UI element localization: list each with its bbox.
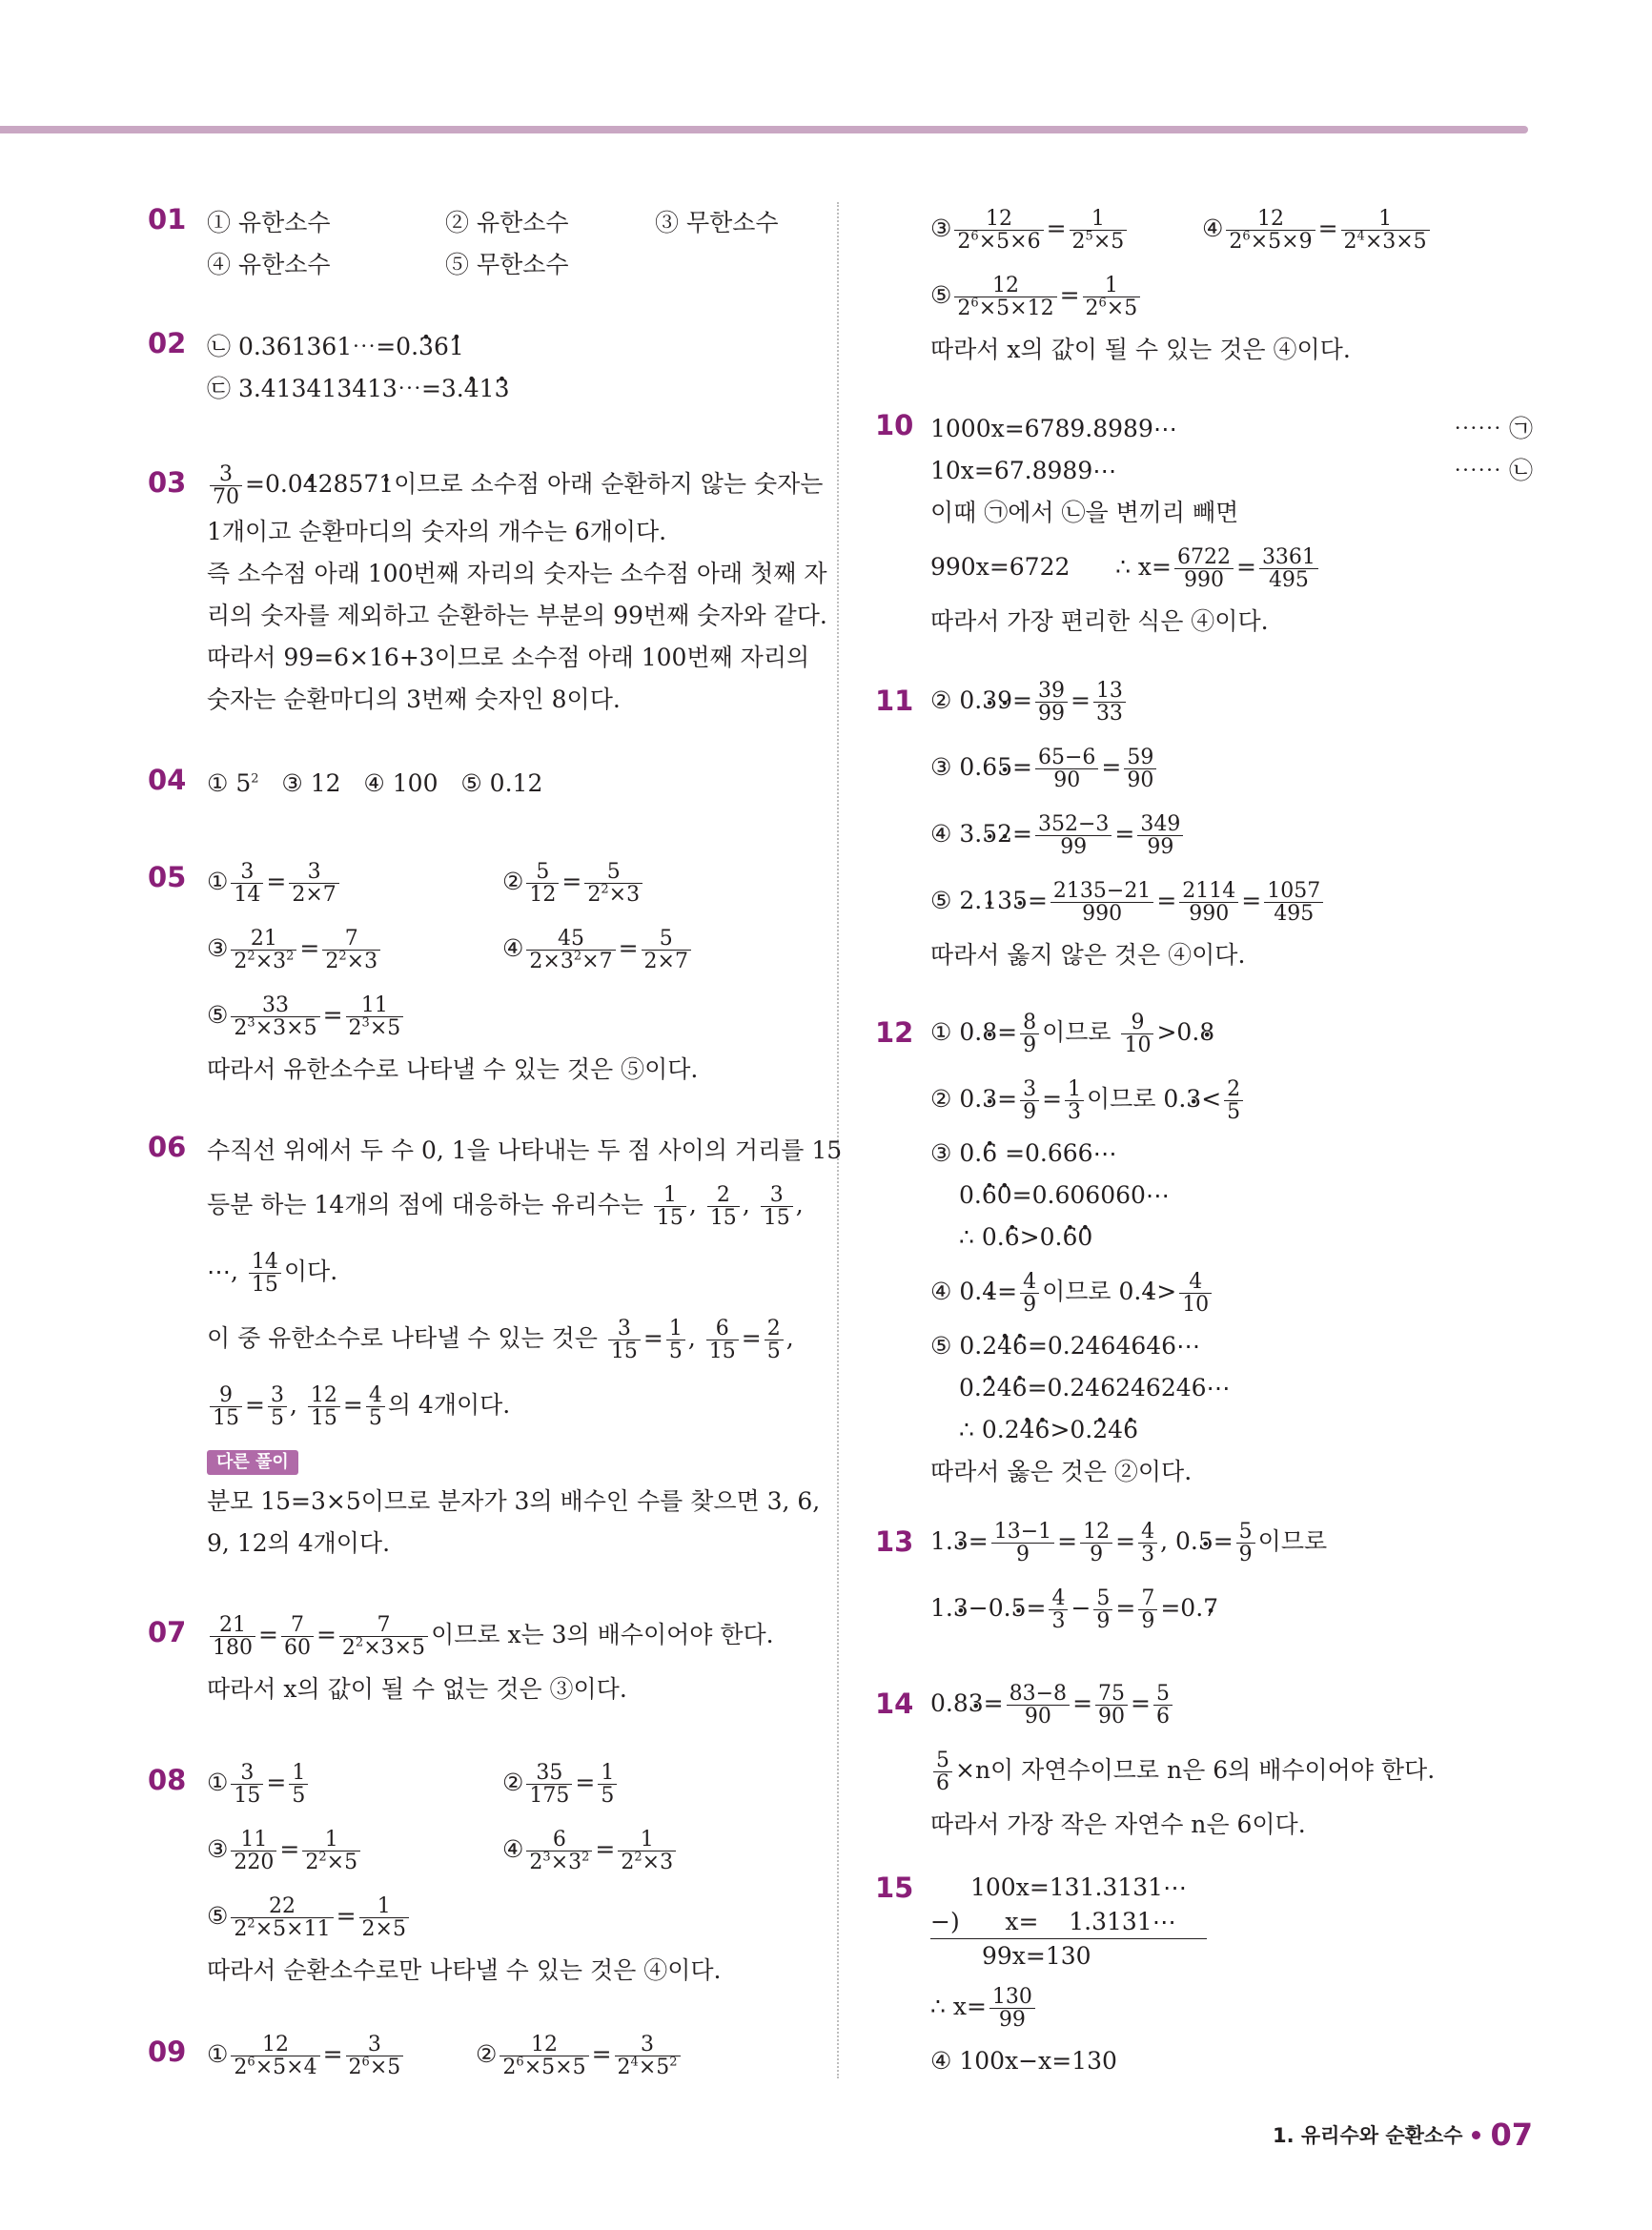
page-footer: [1273, 2117, 1533, 2153]
problem-number: 06: [148, 1131, 187, 1163]
expr-text: ㉡ 0.361361⋯=0.: [207, 333, 419, 360]
fraction: $\frac{3}{70}$: [210, 463, 242, 508]
problem-10: 10 1000x=6789.8989⋯ ⋯⋯ ㉠ 10x=67.8989⋯ ⋯⋯ ㉡ 이때 ㉠에서 ㉡을 변끼리 빼면 990x=6722 ∴ x= $\frac{6722}{990}$ = $\frac{3361}{495}$ 따라서 가장 편리한 식은 ④이다.: [875, 408, 1533, 643]
subtraction-line-2: −) x= 1.3131⋯: [930, 1905, 1533, 1939]
problem-06: 06 수직선 위에서 두 수 0, 1을 나타내는 두 점 사이의 거리를 15 등분 하는 14개의 점에 대응하는 유리수는 $\frac{1}{15}$ , $\frac{2}{15}$ , $\frac{3}{15}$ , ⋯, $\frac{14}{15}$ 이다. 이 중 유한소수로 나타낼 수 있는 것은 $\frac{3}{15}$ = $\frac{1}{5}$ , $\frac{6}{15}$ = $\frac{2}{5}$ , $\frac{9}{15}$ = $\frac{3}{5}$ , $\frac{12}{15}$ = $\frac{4}{5}$ 의 4개이다. 다른 풀이 분모 15=3×5이므로 분자가 3의 배수인 수를 찾으면 3, 6, 9, 12의 4개이다.: [148, 1130, 815, 1565]
digit: 1: [479, 375, 495, 402]
choice-mark: ⑤: [207, 1902, 229, 1930]
conclusion: 따라서 옳은 것은 ②이다.: [930, 1458, 1193, 1485]
problem-08: 08 ① $\frac{3}{15}$ = $\frac{1}{5}$ ② $\frac{35}{175}$ = $\frac{1}{5}$ ③ $\frac{11}{220}$ = $\frac{1}{2^2\times 5}$ ④ $\frac{6}{2^3\times 3^2}$ = $\frac{1}{2^2\times 3}$ ⑤ $\frac{22}{2^2\times 5\times 11}$ = $\frac{1}{2\times 5}$ 따라서 순환소수로만 나타낼 수 있는 것은 ④이다.: [148, 1749, 815, 1992]
problem-number: 05: [148, 861, 187, 893]
choice-mark: ②: [502, 1769, 524, 1796]
problem-11: 11 ② 0.· 3· 9= $\frac{39}{99}$ = $\frac{13}{33}$ ③ 0.6· 5= $\frac{65-6}{90}$ = $\frac{59}{90}$ ④ 3.· 5· 2= $\frac{352-3}{99}$ = $\frac{349}{99}$ ⑤ 2.· 13· 5= $\frac{2135-21}{990}$ = $\frac{2114}{990}$ = $\frac{1057}{495}$ 따라서 옳지 않은 것은 ④이다.: [875, 667, 1533, 976]
choice-mark: ①: [207, 868, 229, 895]
expr-text: ㉢ 3.413413413⋯=3.: [207, 375, 464, 402]
problem-09-continued: ③ $\frac{12}{2^6\times 5\times 6}$ = $\frac{1}{2^5\times 5}$ ④ $\frac{12}{2^6\times 5\times 9}$ = $\frac{1}{2^4\times 3\times 5}$ ⑤ $\frac{12}{2^6\times 5\times 12}$ = $\frac{1}{2^6\times 5}$ 따라서 x의 값이 될 수 있는 것은 ④이다.: [875, 195, 1533, 371]
text-line: 9, 12의 4개이다.: [207, 1529, 391, 1557]
problem-03: [148, 458, 827, 721]
text-line: 분모 15=3×5이므로 분자가 3의 배수인 수를 찾으면 3, 6,: [207, 1487, 821, 1515]
problem-number: 04: [148, 764, 187, 796]
conclusion: 따라서 순환소수로만 나타낼 수 있는 것은 ④이다.: [207, 1956, 722, 1984]
bullet-icon: [1472, 2131, 1480, 2139]
problem-02: [148, 326, 815, 410]
choice-mark: ①: [207, 2040, 229, 2068]
equation-2: 10x=67.8989⋯: [930, 457, 1117, 484]
repeat-digit: · 1: [449, 333, 464, 360]
text: =0.0: [245, 470, 303, 498]
problem-09: 09 ① $\frac{12}{2^6\times 5\times 4}$ = $\frac{3}{2^6\times 5}$ ② $\frac{12}{2^6\times 5\times 5}$ = $\frac{3}{2^4\times 5^2}$: [148, 2021, 815, 2088]
problem-04: [148, 763, 815, 805]
text: 이 중 유한소수로 나타낼 수 있는 것은: [207, 1324, 598, 1352]
answer-3: ④ 100: [363, 769, 438, 797]
alt-solution-badge: 다른 풀이: [207, 1450, 298, 1475]
repeat-digit: · 1: [378, 470, 394, 498]
answer-4: ④ 유한소수: [207, 251, 331, 278]
text: ∴ x=: [1115, 553, 1172, 581]
choice-mark: ③: [930, 215, 952, 242]
problem-07: 07 $\frac{21}{180}$ = $\frac{7}{60}$ = $\frac{7}{2^2\times 3\times 5}$ 이므로 x는 3의 배수이어야 한다. 따라서 x의 값이 될 수 없는 것은 ③이다.: [148, 1602, 815, 1710]
conclusion: 따라서 가장 편리한 식은 ④이다.: [930, 607, 1269, 635]
repeat-digit: · 4: [464, 375, 479, 402]
chapter-title: 1. 유리수와 순환소수: [1272, 2124, 1463, 2147]
problem-number: 08: [148, 1764, 187, 1796]
equation-1: 1000x=6789.8989⋯: [930, 415, 1177, 442]
problem-number: 15: [875, 1872, 914, 1904]
answer-4: ⑤ 0.12: [460, 769, 543, 797]
conclusion: 따라서 가장 작은 자연수 n은 6이다.: [930, 1811, 1306, 1838]
text-line: 수직선 위에서 두 수 0, 1을 나타내는 두 점 사이의 거리를 15: [207, 1136, 843, 1164]
text: ⋯,: [207, 1258, 238, 1285]
text: 990x=6722: [930, 553, 1071, 581]
answer-1: ① 5: [207, 769, 252, 797]
answer-5: ⑤ 무한소수: [445, 251, 569, 278]
repeat-digit: · 4: [303, 470, 318, 498]
problem-number: 12: [875, 1016, 914, 1049]
repeat-digit: · 3: [495, 375, 510, 402]
text: ×n이 자연수이므로 n은 6의 배수이어야 한다.: [955, 1756, 1436, 1784]
answer-2: ③ 12: [281, 769, 341, 797]
conclusion: 따라서 x의 값이 될 수 없는 것은 ③이다.: [207, 1675, 627, 1703]
problem-number: 14: [875, 1688, 914, 1720]
problem-number: 07: [148, 1616, 187, 1648]
problem-05: 05 ① $\frac{3}{14}$ = $\frac{3}{2\times 7}$ ② $\frac{5}{12}$ = $\frac{5}{2^2\times 3}$ ③ $\frac{21}{2^2\times 3^2}$ = $\frac{7}{2^2\times 3}$ ④ $\frac{45}{2\times 3^2\times 7}$ = $\frac{5}{2\times 7}$ ⑤ $\frac{33}{2^3\times 3\times 5}$ = $\frac{11}{2^3\times 5}$ 따라서 유한소수로 나타낼 수 있는 것은 ⑤이다.: [148, 849, 815, 1091]
choice-mark: ③: [207, 1835, 229, 1863]
choice-mark: ②: [476, 2040, 498, 2068]
choice-mark: ③: [207, 934, 229, 962]
text: 2857: [317, 470, 379, 498]
problem-14: 14 0.8· 3= $\frac{83-8}{90}$ = $\frac{75}{90}$ = $\frac{5}{6}$ $\frac{5}{6}$ ×n이 자연수이므로 n은 6의 배수이어야 한다. 따라서 가장 작은 자연수 n은 6이다.: [875, 1670, 1533, 1846]
text: 이므로 소수점 아래 순환하지 않는 숫자는: [394, 470, 824, 498]
page-number: 07: [1490, 2117, 1533, 2153]
problem-number: 03: [148, 466, 187, 499]
choice-mark: ④: [502, 934, 524, 962]
choice-mark: ②: [502, 868, 524, 895]
text: 등분 하는 14개의 점에 대응하는 유리수는: [207, 1191, 643, 1218]
text-line: 리의 숫자를 제외하고 순환하는 부분의 99번째 숫자와 같다.: [207, 602, 827, 629]
top-decorative-bar: [0, 126, 1528, 133]
problem-number: 01: [148, 203, 187, 235]
equation-label: ⋯⋯ ㉠: [1454, 415, 1533, 442]
answer-1: ① 유한소수: [207, 209, 331, 236]
conclusion: 따라서 유한소수로 나타낼 수 있는 것은 ⑤이다.: [207, 1055, 699, 1083]
text-line: 1개이고 순환마디의 숫자의 개수는 6개이다.: [207, 518, 667, 545]
digit: 6: [433, 333, 449, 360]
text: 이다.: [283, 1258, 338, 1285]
repeat-digit: · 3: [418, 333, 434, 360]
choice-mark: ⑤: [207, 1001, 229, 1029]
choice-mark: ⑤: [930, 281, 952, 309]
subtraction-result: 99x=130: [982, 1942, 1091, 1970]
problem-number: 13: [875, 1525, 914, 1558]
choice-mark: ①: [207, 1769, 229, 1796]
problem-number: 02: [148, 327, 187, 359]
text-line: 이때 ㉠에서 ㉡을 변끼리 빼면: [930, 499, 1239, 526]
choice-mark: ④: [1202, 215, 1224, 242]
conclusion: 따라서 옳지 않은 것은 ④이다.: [930, 941, 1246, 969]
problem-13: 13 1.· 3= $\frac{13-1}{9}$ = $\frac{12}{9}$ = $\frac{4}{3}$ , 0.· 5= $\frac{5}{9}$ 이므로 1.· 3−0.· 5= $\frac{4}{3}$ − $\frac{5}{9}$ = $\frac{7}{9}$ =0.· 7: [875, 1508, 1533, 1642]
conclusion: 따라서 x의 값이 될 수 있는 것은 ④이다.: [930, 336, 1351, 363]
problem-number: 10: [875, 409, 914, 441]
subtraction-line-1: 100x=131.3131⋯: [970, 1873, 1188, 1901]
problem-number: 11: [875, 685, 914, 717]
text-line: 숫자는 순환마디의 3번째 숫자인 8이다.: [207, 685, 621, 713]
text: 의 4개이다.: [387, 1391, 511, 1419]
problem-15: 15 100x=131.3131⋯ −) x= 1.3131⋯ 99x=130 ∴ x= $\frac{130}{99}$ ④ 100x−x=130: [875, 1871, 1533, 2082]
equation-label: ⋯⋯ ㉡: [1454, 457, 1533, 484]
problem-01: [148, 202, 815, 286]
text-line: 즉 소수점 아래 100번째 자리의 숫자는 소수점 아래 첫째 자: [207, 560, 827, 587]
choice-mark: ④: [502, 1835, 524, 1863]
problem-12: 12 ① 0.· 8= $\frac{8}{9}$ 이므로 $\frac{9}{10}$ >0.· 8 ② 0.· 3= $\frac{3}{9}$ = $\frac{1}{3}$ 이므로 0.· 3< $\frac{2}{5}$ ③ 0.· 6 =0.666⋯ 0.· 6· 0=0.606060⋯ ∴ 0.· 6>0.· 6· 0 ④ 0.· 4= $\frac{4}{9}$ 이므로 0.· 4> $\frac{4}{10}$ ⑤ 0.2· 4· 6=0.2464646⋯ 0.· 24· 6=0.246246246⋯ ∴ 0.2· 4· 6>0.· 24· 6 따라서 옳은 것은 ②이다.: [875, 999, 1533, 1493]
text-line: 따라서 99=6×16+3이므로 소수점 아래 100번째 자리의: [207, 644, 810, 671]
exponent: 2: [251, 771, 259, 787]
answer-2: ② 유한소수: [445, 209, 569, 236]
problem-number: 09: [148, 2036, 187, 2068]
text: 이므로 x는 3의 배수이어야 한다.: [431, 1621, 774, 1648]
answer-3: ③ 무한소수: [655, 209, 779, 236]
answer-line: ④ 100x−x=130: [930, 2047, 1117, 2075]
